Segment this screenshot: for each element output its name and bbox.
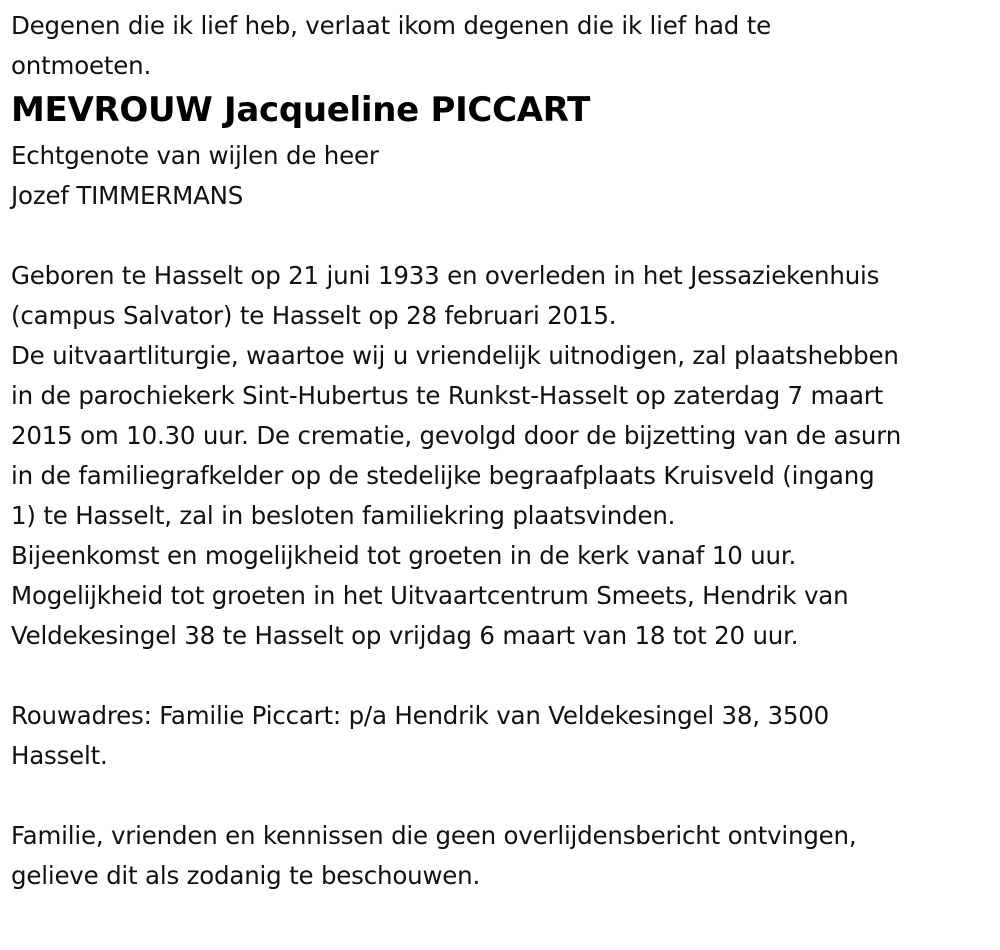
obituary-notice [11, 6, 991, 896]
address-line: Hasselt. [11, 741, 108, 770]
details-line: Bijeenkomst en mogelijkheid tot groeten in de kerk vanaf 10 uur. [11, 541, 797, 570]
details-line: in de familiegrafkelder op de stedelijke begraafplaats Kruisveld (ingang [11, 461, 875, 490]
spacer [11, 216, 991, 256]
address-line: Rouwadres: Familie Piccart: p/a Hendrik van Veldekesingel 38, 3500 [11, 701, 830, 730]
spouse-paragraph [11, 136, 991, 216]
details-line: in de parochiekerk Sint-Hubertus te Runkst-Hasselt op zaterdag 7 maart [11, 381, 884, 410]
deceased-name: MEVROUW Jacqueline PICCART [11, 90, 590, 130]
details-line: 1) te Hasselt, zal in besloten familiekring plaatsvinden. [11, 501, 676, 530]
details-line: Geboren te Hasselt op 21 juni 1933 en overleden in het Jessaziekenhuis [11, 261, 880, 290]
details-paragraph [11, 256, 991, 656]
motto-paragraph [11, 6, 991, 86]
motto-line: ontmoeten. [11, 51, 152, 80]
notice-line: Familie, vrienden en kennissen die geen overlijdensbericht ontvingen, [11, 821, 857, 850]
details-line: Mogelijkheid tot groeten in het Uitvaartcentrum Smeets, Hendrik van [11, 581, 849, 610]
details-line: De uitvaartliturgie, waartoe wij u vriendelijk uitnodigen, zal plaatshebben [11, 341, 899, 370]
spacer [11, 656, 991, 696]
address-paragraph [11, 696, 991, 776]
notice-paragraph [11, 816, 991, 896]
spouse-line: Echtgenote van wijlen de heer [11, 141, 379, 170]
details-line: Veldekesingel 38 te Hasselt op vrijdag 6 maart van 18 tot 20 uur. [11, 621, 799, 650]
spacer [11, 776, 991, 816]
details-line: (campus Salvator) te Hasselt op 28 februari 2015. [11, 301, 617, 330]
motto-line: Degenen die ik lief heb, verlaat ikom degenen die ik lief had te [11, 11, 771, 40]
notice-line: gelieve dit als zodanig te beschouwen. [11, 861, 481, 890]
spouse-line: Jozef TIMMERMANS [11, 181, 244, 210]
details-line: 2015 om 10.30 uur. De crematie, gevolgd door de bijzetting van de asurn [11, 421, 902, 450]
